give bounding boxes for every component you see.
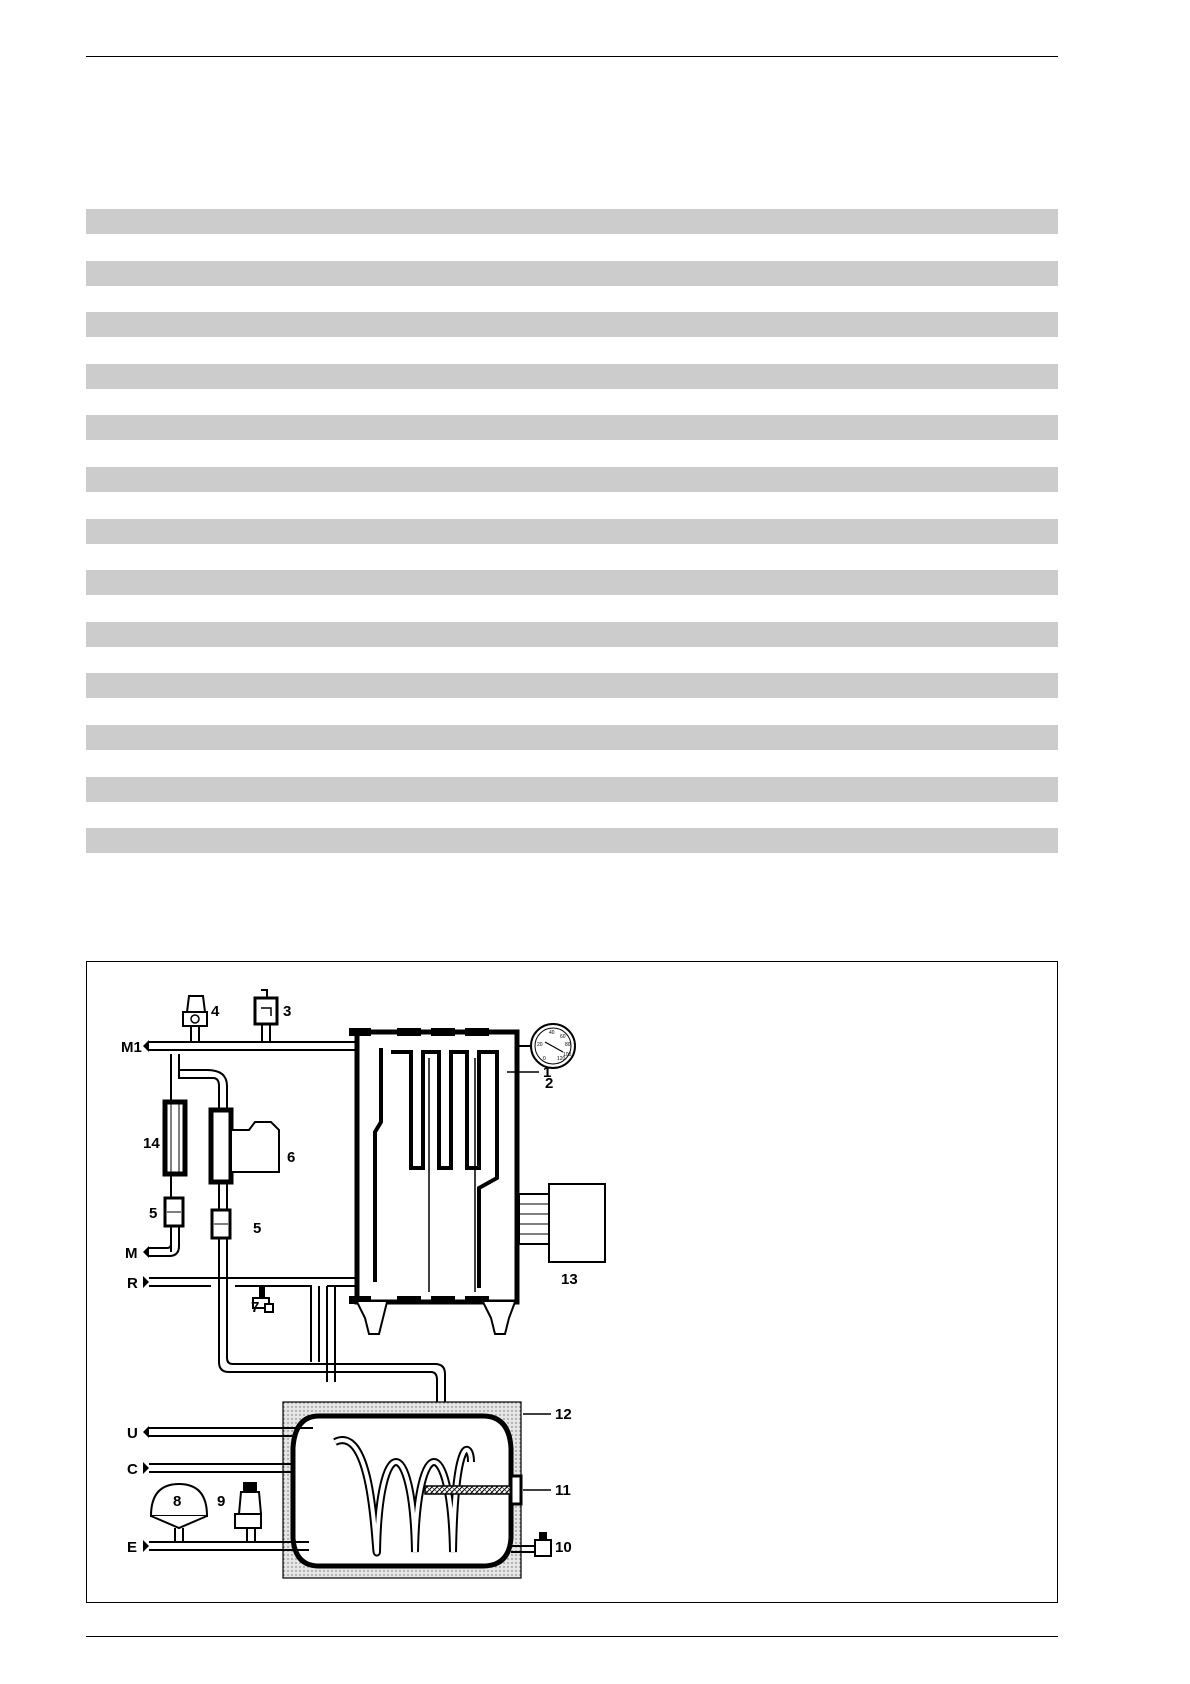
redacted-line-bar [86,364,1058,389]
gauge-tick: 20 [537,1042,543,1048]
port-label-m: M [125,1245,138,1262]
callout-1: 1 [543,1064,552,1081]
callout-9: 9 [217,1493,226,1510]
heating-system-diagram [87,962,1057,1602]
redacted-line-bar [86,261,1058,286]
redacted-line-bar [86,312,1058,337]
valve-5-right [212,1210,230,1238]
bottom-rule [86,1636,1058,1637]
redacted-line-bar [86,725,1058,750]
gauge-2 [517,1024,575,1068]
redacted-line-bar [86,622,1058,647]
port-label-m1: M1 [121,1039,142,1056]
callout-5-right: 5 [253,1220,262,1237]
callout-6: 6 [287,1149,296,1166]
callout-7: 7 [251,1299,260,1316]
figure-frame [86,961,1058,1603]
circulator-6 [211,1110,279,1182]
top-rule [86,56,1058,57]
redacted-line-bar [86,673,1058,698]
burner-13 [519,1184,605,1262]
redacted-line-bar [86,209,1058,234]
valve-5-left [165,1198,183,1226]
callout-3: 3 [283,1003,292,1020]
pipe-c [149,1464,293,1472]
callout-14: 14 [143,1135,160,1152]
port-arrows [143,1040,149,1552]
redacted-line-bar [86,519,1058,544]
gauge-tick: 80 [565,1042,571,1048]
port-label-r: R [127,1275,138,1292]
port-label-e: E [127,1539,138,1556]
gauge-tick: 40 [549,1030,555,1036]
boiler-1 [349,1028,539,1334]
callout-10: 10 [555,1539,572,1556]
supply-pipe-m1 [149,1042,377,1050]
air-vent-3 [255,990,277,1042]
gauge-tick: 120 [557,1056,566,1062]
gauge-tick: 60 [560,1034,566,1040]
redacted-line-bar [86,570,1058,595]
callout-12: 12 [555,1406,572,1423]
callout-5-left: 5 [149,1205,158,1222]
gauge-tick: 100 [563,1052,572,1058]
redacted-line-bar [86,467,1058,492]
redacted-text-bars [86,209,1058,880]
redacted-line-bar [86,415,1058,440]
redacted-line-bar [86,828,1058,853]
gauge-tick: 0 [543,1056,546,1062]
port-label-u: U [127,1425,138,1442]
safety-valve-4 [183,996,207,1042]
callout-13: 13 [561,1271,578,1288]
port-label-c: C [127,1461,138,1478]
coil-return-pipe [327,1286,335,1382]
callout-11: 11 [555,1482,571,1499]
safety-valve-9 [235,1482,261,1542]
callout-2: 2 [545,1075,554,1092]
callout-4: 4 [211,1003,220,1020]
pipe-m [149,1226,179,1256]
pump-14 [165,1102,185,1174]
callout-8: 8 [173,1493,182,1510]
redacted-line-bar [86,777,1058,802]
